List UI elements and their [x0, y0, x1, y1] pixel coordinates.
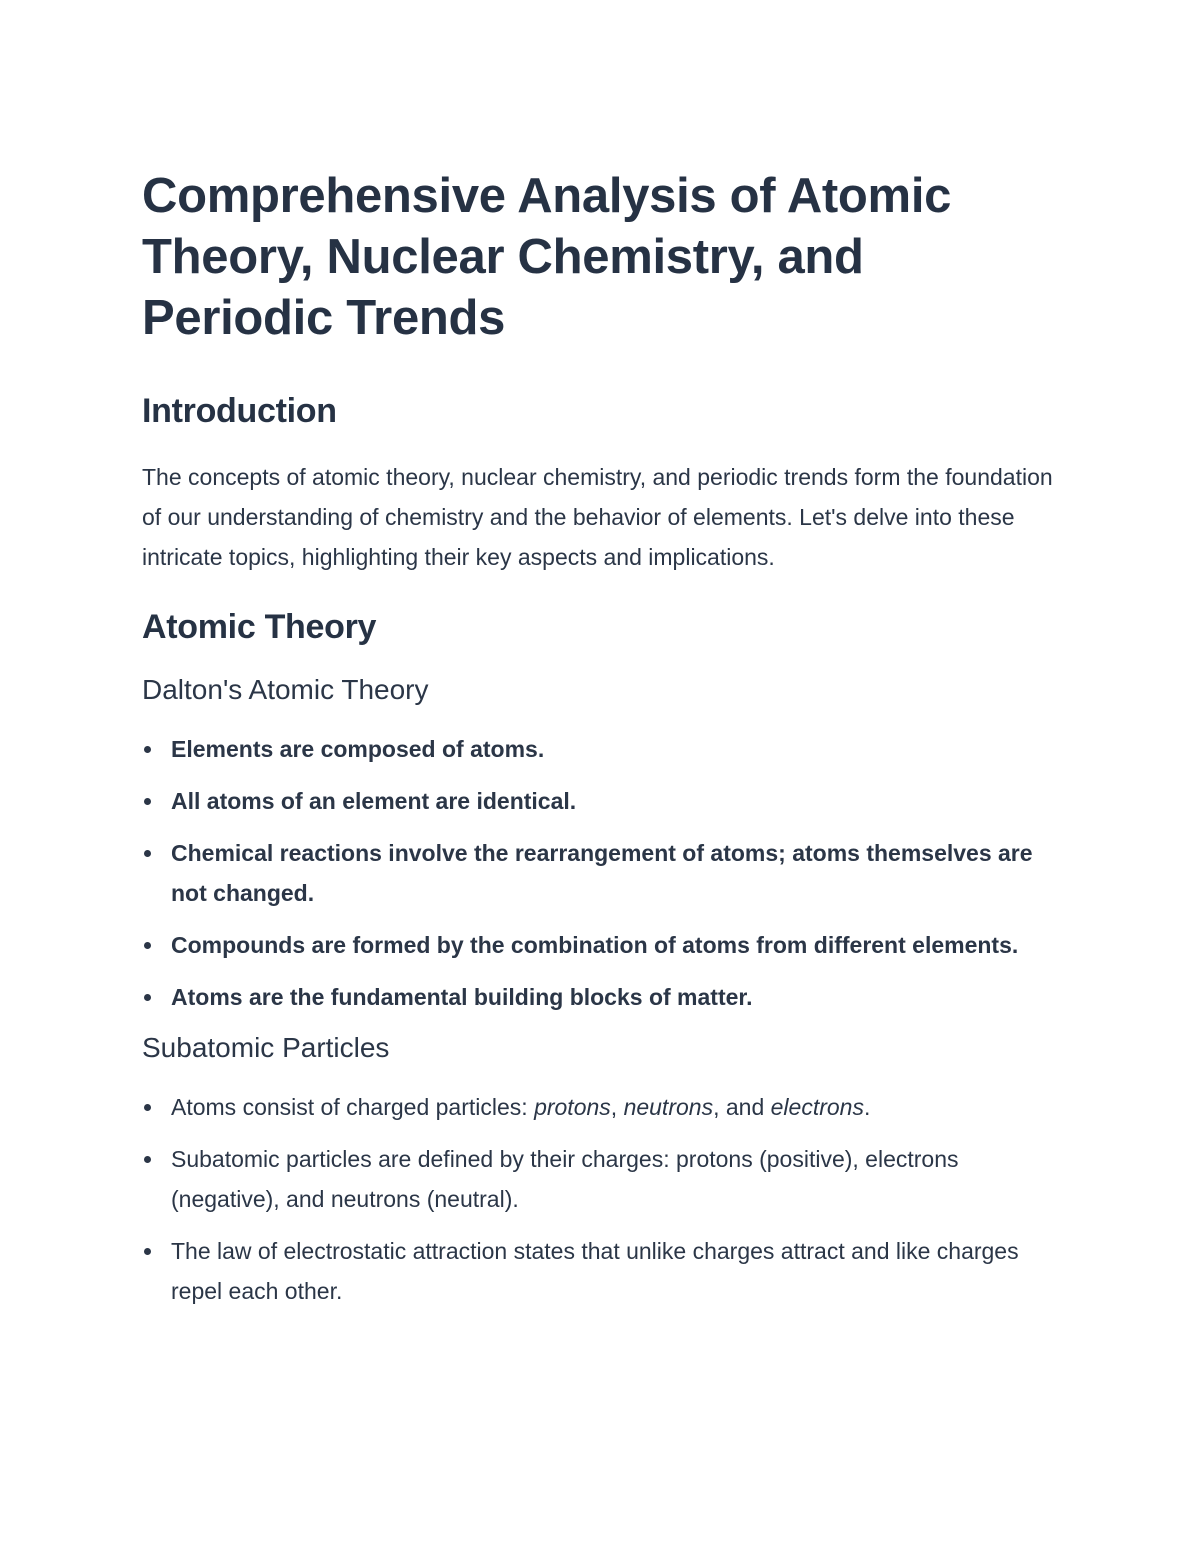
list-item: Atoms are the fundamental building blocks of matter. — [142, 977, 1062, 1017]
electrons-term: electrons — [770, 1094, 864, 1120]
protons-term: protons — [534, 1094, 611, 1120]
list-item: Elements are composed of atoms. — [142, 729, 1062, 769]
item-text: . — [863, 1094, 871, 1120]
subatomic-particles-heading: Subatomic Particles — [142, 1032, 390, 1063]
introduction-paragraph: The concepts of atomic theory, nuclear chemistry, and periodic trends form the foundation of our understanding of chemistry and the behavior of elements. Let's delve into these intricate topics, highlighting their key aspects and implications. — [142, 464, 1053, 570]
document-title: Comprehensive Analysis of Atomic Theory, Nuclear Chemistry, and Periodic Trends — [142, 169, 952, 345]
list-item: Compounds are formed by the combination of atoms from different elements. — [142, 925, 1062, 965]
atomic-theory-heading: Atomic Theory — [142, 608, 377, 646]
document-page — [142, 166, 1062, 1323]
introduction-heading: Introduction — [142, 392, 337, 430]
daltons-atomic-theory-heading: Dalton's Atomic Theory — [142, 674, 429, 705]
subatomic-particles-list — [142, 1087, 1062, 1311]
item-text: , and — [713, 1094, 771, 1120]
list-item: Chemical reactions involve the rearrangement of atoms; atoms themselves are not changed. — [142, 833, 1062, 913]
daltons-theory-list — [142, 729, 1062, 1017]
list-item: Subatomic particles are defined by their charges: protons (positive), electrons (negative), and neutrons (neutral). — [142, 1139, 1062, 1219]
item-text: , — [610, 1094, 624, 1120]
list-item: The law of electrostatic attraction states that unlike charges attract and like charges repel each other. — [142, 1231, 1062, 1311]
item-text: Atoms consist of charged particles: — [171, 1094, 535, 1120]
list-item: All atoms of an element are identical. — [142, 781, 1062, 821]
list-item — [142, 1087, 1062, 1127]
neutrons-term: neutrons — [623, 1094, 714, 1120]
